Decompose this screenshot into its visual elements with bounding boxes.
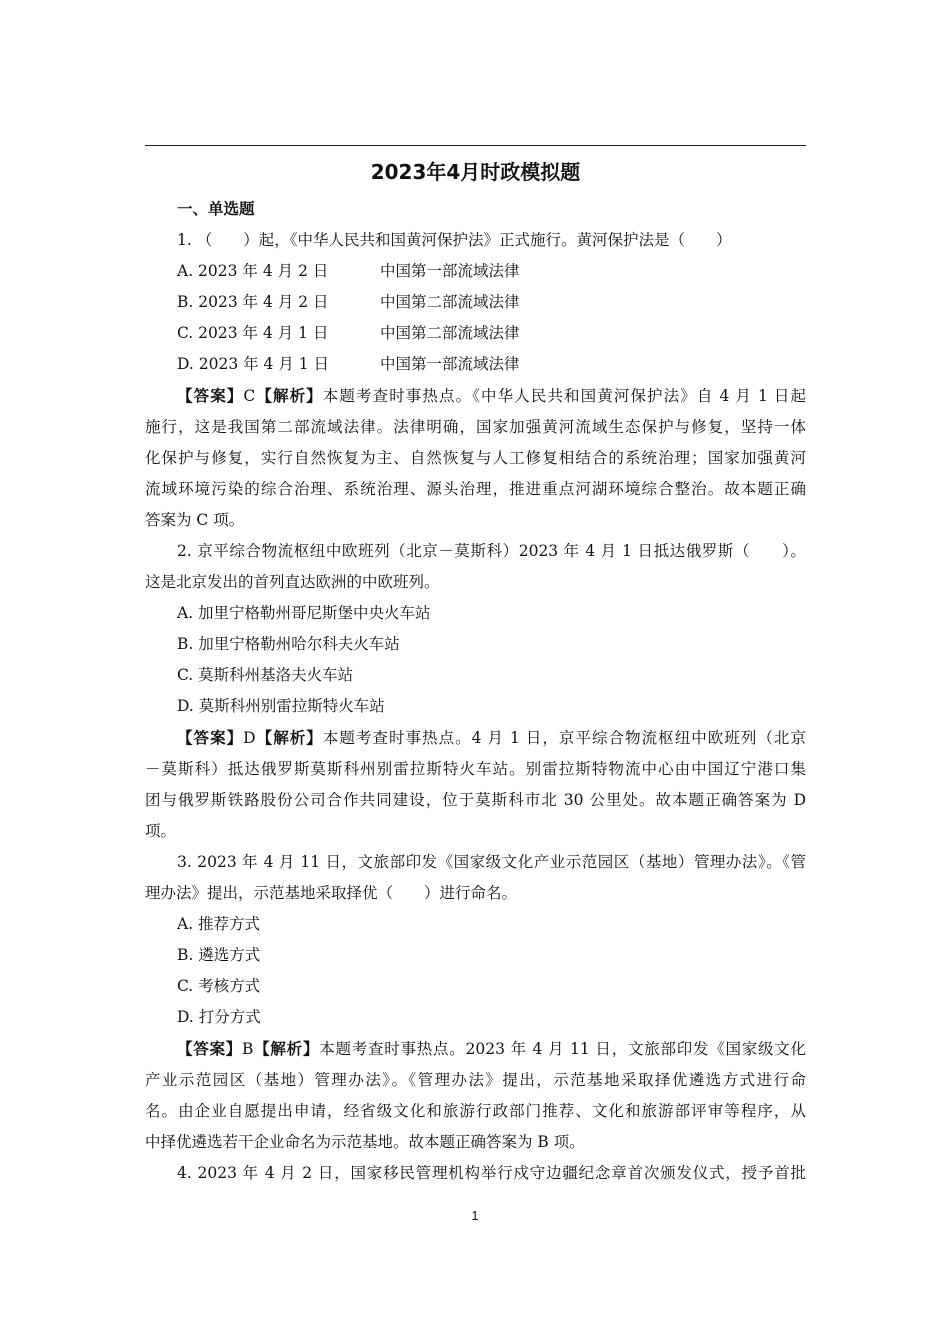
question-1-option-a: A. 2023 年 4 月 2 日 中国第一部流域法律: [177, 262, 520, 280]
question-1-analysis-line: 化保护与修复，实行自然恢复为主、自然恢复与人工修复相结合的系统治理；国家加强黄河: [145, 449, 806, 467]
page-title: 2023年4月时政模拟题: [370, 160, 581, 184]
question-3-answer: 【答案】B【解析】本题考查时事热点。2023 年 4 月 11 日，文旅部印发《国家级文化: [177, 1039, 806, 1058]
question-3-option-d: D. 打分方式: [177, 1008, 261, 1026]
question-2-stem: 2. 京平综合物流枢纽中欧班列（北京－莫斯科）2023 年 4 月 1 日抵达俄罗斯（ ）。: [177, 542, 806, 560]
question-1-stem: 1. （ ）起，《中华人民共和国黄河保护法》正式施行。黄河保护法是（ ）: [177, 231, 732, 249]
question-1-option-b: B. 2023 年 4 月 2 日 中国第二部流域法律: [177, 293, 520, 311]
question-2-option-c: C. 莫斯科州基洛夫火车站: [177, 666, 354, 684]
question-3-analysis-line: 中择优遴选若干企业命名为示范基地。故本题正确答案为 B 项。: [145, 1133, 585, 1151]
question-4-stem: 4. 2023 年 4 月 2 日，国家移民管理机构举行戍守边疆纪念章首次颁发仪式，授予首批: [177, 1164, 806, 1182]
question-1-analysis-line: 施行，这是我国第二部流域法律。法律明确，国家加强黄河流域生态保护与修复，坚持一体: [145, 418, 806, 436]
question-2-analysis-line: 团与俄罗斯铁路股份公司合作共同建设，位于莫斯科市北 30 公里处。故本题正确答案为 D: [145, 791, 806, 809]
question-1-analysis-line: 答案为 C 项。: [145, 511, 245, 529]
question-1-option-d: D. 2023 年 4 月 1 日 中国第一部流域法律: [177, 355, 520, 373]
question-2-analysis-line: 项。: [145, 822, 177, 840]
page-number: 1: [471, 1208, 479, 1223]
question-3-stem-cont: 理办法》提出，示范基地采取择优（ ）进行命名。: [145, 884, 518, 902]
question-3-option-a: A. 推荐方式: [177, 915, 261, 933]
question-3-analysis-line: 名。由企业自愿提出申请，经省级文化和旅游行政部门推荐、文化和旅游部评审等程序，从: [145, 1102, 806, 1120]
question-3-option-c: C. 考核方式: [177, 977, 261, 995]
question-3-analysis-line: 产业示范园区（基地）管理办法》。《管理办法》提出，示范基地采取择优遴选方式进行命: [145, 1071, 806, 1089]
question-2-analysis-line: －莫斯科）抵达俄罗斯莫斯科州别雷拉斯特火车站。别雷拉斯特物流中心由中国辽宁港口集: [145, 760, 806, 778]
question-3-stem: 3. 2023 年 4 月 11 日，文旅部印发《国家级文化产业示范园区（基地）管理办法》。《管: [177, 853, 806, 871]
question-2-answer: 【答案】D【解析】本题考查时事热点。4 月 1 日，京平综合物流枢纽中欧班列（北京: [177, 728, 806, 747]
header-rule: [145, 145, 806, 146]
question-1-analysis-line: 流域环境污染的综合治理、系统治理、源头治理，推进重点河湖环境综合整治。故本题正确: [145, 480, 806, 498]
question-2-option-b: B. 加里宁格勒州哈尔科夫火车站: [177, 635, 400, 653]
question-2-option-a: A. 加里宁格勒州哥尼斯堡中央火车站: [177, 604, 431, 622]
question-3-option-b: B. 遴选方式: [177, 946, 261, 964]
question-1-option-c: C. 2023 年 4 月 1 日 中国第二部流域法律: [177, 324, 520, 342]
question-2-option-d: D. 莫斯科州别雷拉斯特火车站: [177, 697, 385, 715]
question-2-stem-cont: 这是北京发出的首列直达欧洲的中欧班列。: [145, 573, 440, 591]
question-1-answer: 【答案】C【解析】本题考查时事热点。《中华人民共和国黄河保护法》自 4 月 1 日起: [177, 386, 806, 405]
section-heading: 一、单选题: [177, 200, 255, 218]
